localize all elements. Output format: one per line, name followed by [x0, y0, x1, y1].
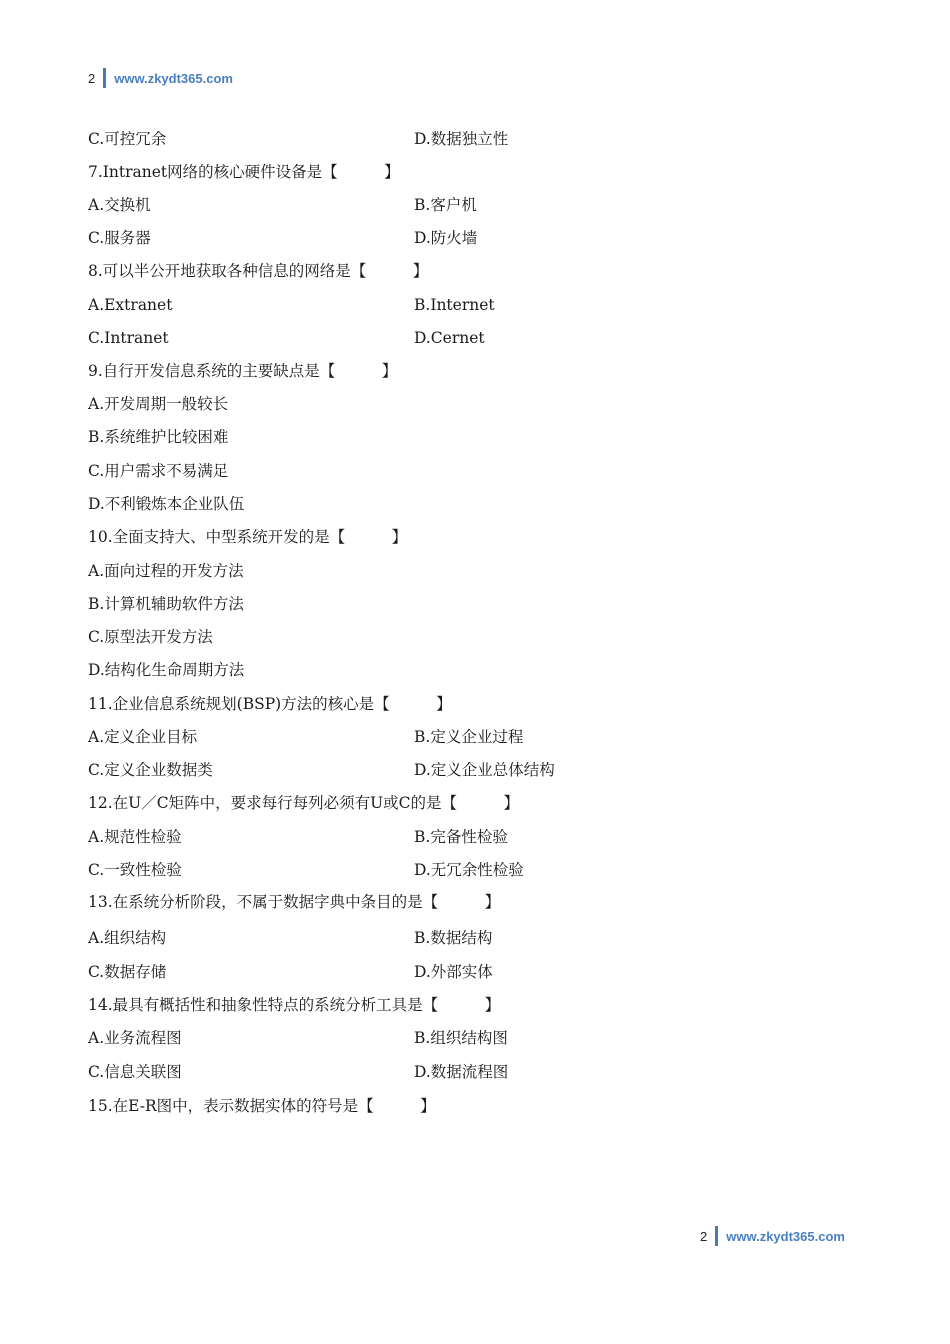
page-header — [88, 68, 233, 88]
option-text: B.定义企业过程 — [414, 728, 524, 746]
option-text: A.组织结构 — [88, 929, 167, 947]
option-text: A.业务流程图 — [88, 1029, 182, 1047]
option-text: C.一致性检验 — [88, 861, 182, 879]
option-text: D.数据流程图 — [414, 1063, 509, 1081]
header-site-link[interactable]: www.zkydt365.com — [114, 70, 233, 86]
option-text: A.开发周期一般较长 — [88, 395, 229, 413]
option-text: A.Extranet — [88, 296, 173, 314]
question-text: 7.Intranet网络的核心硬件设备是【 】 — [88, 163, 400, 181]
header-divider — [103, 68, 106, 88]
question-text: 9.自行开发信息系统的主要缺点是【 】 — [88, 362, 398, 380]
option-text: D.外部实体 — [414, 963, 493, 981]
option-text: C.Intranet — [88, 329, 169, 347]
option-text: A.面向过程的开发方法 — [88, 562, 244, 580]
option-text: A.规范性检验 — [88, 828, 182, 846]
option-text: B.完备性检验 — [414, 828, 508, 846]
question-text: 8.可以半公开地获取各种信息的网络是【 】 — [88, 262, 429, 280]
option-text: A.交换机 — [88, 196, 151, 214]
option-text: D.防火墙 — [414, 229, 478, 247]
question-text: 15.在E-R图中，表示数据实体的符号是【 】 — [88, 1097, 436, 1115]
option-text: C.定义企业数据类 — [88, 761, 213, 779]
option-text: D.不利锻炼本企业队伍 — [88, 495, 245, 513]
option-text: B.数据结构 — [414, 929, 493, 947]
question-text: 13.在系统分析阶段，不属于数据字典中条目的是【 】 — [88, 893, 501, 911]
header-page-number: 2 — [88, 70, 96, 86]
option-text: D.Cernet — [414, 329, 485, 347]
question-text: 12.在U／C矩阵中，要求每行每列必须有U或C的是【 】 — [88, 794, 519, 812]
option-text: D.数据独立性 — [414, 130, 509, 148]
option-text: C.用户需求不易满足 — [88, 462, 229, 480]
option-text: D.定义企业总体结构 — [414, 761, 555, 779]
option-text: C.可控冗余 — [88, 130, 167, 148]
option-text: C.服务器 — [88, 229, 151, 247]
question-text: 14.最具有概括性和抽象性特点的系统分析工具是【 】 — [88, 996, 501, 1014]
option-text: C.信息关联图 — [88, 1063, 182, 1081]
option-text: B.计算机辅助软件方法 — [88, 595, 244, 613]
option-text: B.Internet — [414, 296, 495, 314]
page-footer — [700, 1226, 845, 1246]
option-text: A.定义企业目标 — [88, 728, 198, 746]
question-text: 11.企业信息系统规划(BSP)方法的核心是【 】 — [88, 695, 452, 713]
question-text: 10.全面支持大、中型系统开发的是【 】 — [88, 528, 408, 546]
option-text: B.客户机 — [414, 196, 477, 214]
option-text: C.原型法开发方法 — [88, 628, 213, 646]
option-text: D.结构化生命周期方法 — [88, 661, 245, 679]
footer-divider — [715, 1226, 718, 1246]
footer-page-number: 2 — [700, 1228, 708, 1244]
footer-site-link[interactable]: www.zkydt365.com — [726, 1228, 845, 1244]
option-text: C.数据存储 — [88, 963, 167, 981]
option-text: D.无冗余性检验 — [414, 861, 524, 879]
option-text: B.组织结构图 — [414, 1029, 508, 1047]
option-text: B.系统维护比较困难 — [88, 428, 229, 446]
